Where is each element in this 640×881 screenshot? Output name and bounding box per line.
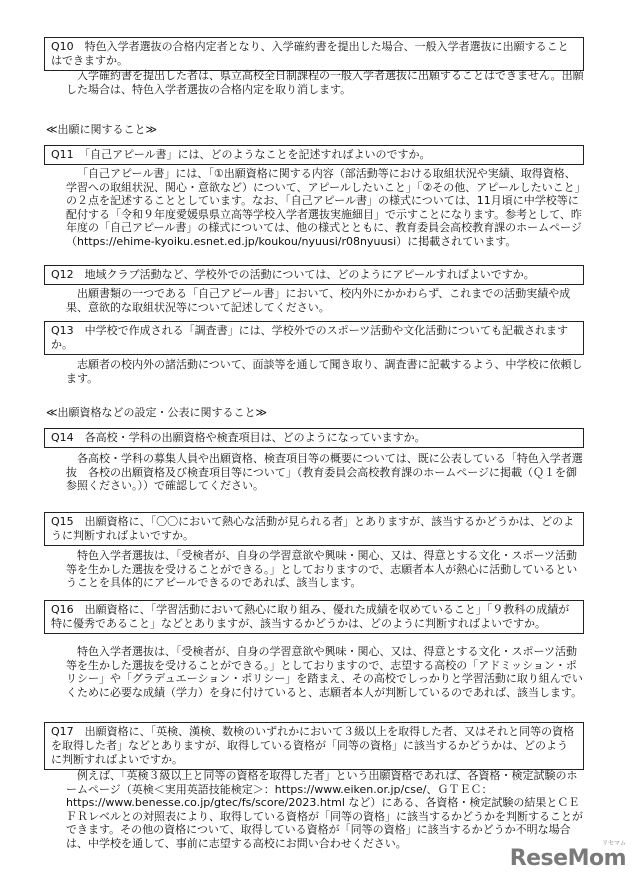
answer-q11: 「自己アピール書」には、「①出願資格に関する内容（部活動等における取組状況や実績、取得資格、学習への取組状況、関心・意欲など）について、アピールしたいこと」「②その他、アピールしたいこと」の２点を記述することとしています。なお、「自己アピール書」の様式については、11月頃に中学校等に配付する「令和９年度愛媛県県立高等学校入学者選抜実施細目」で示すことになります。参考として、昨年度の「自己アピール書」の様式については、他の様式とともに、教育委員会高校教育課のホームページ（https://ehime-kyoiku.esnet.ed.jp/koukou/nyuusi/r08nyuusi）に掲載されています。 xyxy=(66,167,586,248)
answer-q10: 入学確約書を提出した者は、県立高校全日制課程の一般入学者選抜に出願することはできません。出願した場合は、特色入学者選抜の合格内定を取り消します。 xyxy=(66,69,584,96)
question-q13: Q13 中学校で作成される「調査書」には、学校外でのスポーツ活動や文化活動についても記載されますか。 xyxy=(44,321,584,355)
answer-q12: 出願書類の一つである「自己アピール書」において、校内外にかかわらず、これまでの活動実績や成果、意欲的な取組状況等について記述してください。 xyxy=(66,287,571,314)
answer-q17: 例えば、「英検３級以上と同等の資格を取得した者」という出願資格であれば、各資格・検定試験のホームページ（英検＜実用英語技能検定＞：https://www.eiken.or.jp/cse/、ＧＴＥＣ：https://www.benesse.co.jp/gtec/fs/score/2023.html など）にある、各資格・検定試験の結果とＣＥＦＲレベルとの対照表により、取得している資格が「同等の資格」に該当するかどうかを判断することができます。その他の資格について、取得している資格が「同等の資格」に該当するかどうか不明な場合は、中学校を通して、事前に志望する高校にお問い合わせください。 xyxy=(66,769,583,850)
logo-text: ReseMom xyxy=(509,846,626,871)
question-q11: Q11 「自己アピール書」には、どのようなことを記述すればよいのですか。 xyxy=(44,145,584,165)
answer-q15: 特色入学者選抜は、「受検者が、自身の学習意欲や興味・関心、又は、得意とする文化・スポーツ活動等を生かした選抜を受けることができる。」としておりますので、志願者本人が熱心に活動しているということを具体的にアピールできるのであれば、該当します。 xyxy=(66,549,578,589)
answer-q16: 特色入学者選抜は、「受検者が、自身の学習意欲や興味・関心、又は、得意とする文化・スポーツ活動等を生かした選抜を受けることができる。」としておりますので、志望する高校の「アドミッション・ポリシー」や「グラデュエーション・ポリシー」を踏まえ、その高校でしっかりと学習活動に取り組んでいくために必要な成績（学力）を身に付けていると、志願者本人が判断しているのであれば、該当します。 xyxy=(66,645,583,699)
question-q10: Q10 特色入学者選抜の合格内定者となり、入学確約書を提出した場合、一般入学者選抜に出願することはできますか。 xyxy=(44,37,584,71)
answer-q14: 各高校・学科の募集人員や出願資格、検査項目等の概要については、既に公表している「特色入学者選抜 各校の出願資格及び検査項目等について」（教育委員会高校教育課のホームページに掲載（Ｑ１を御参照ください。））で確認してください。 xyxy=(66,452,583,492)
question-q17: Q17 出願資格に、「英検、漢検、数検のいずれかにおいて３級以上を取得した者、又はそれと同等の資格を取得した者」などとありますが、取得している資格が「同等の資格」に該当するかどうかは、どのように判断すればよいですか。 xyxy=(44,722,584,770)
section-heading-qualification: ≪出願資格などの設定・公表に関すること≫ xyxy=(46,406,268,419)
question-q12: Q12 地域クラブ活動など、学校外での活動については、どのようにアピールすればよいですか。 xyxy=(44,265,584,285)
logo-subtitle: リセマム xyxy=(602,840,626,847)
section-heading-application: ≪出願に関すること≫ xyxy=(46,123,158,136)
question-q16: Q16 出願資格に、「学習活動において熱心に取り組み、優れた成績を収めていること」「９教科の成績が特に優秀であること」などとありますが、該当するかどうかは、どのように判断すればよいですか。 xyxy=(44,600,584,634)
question-q14: Q14 各高校・学科の出願資格や検査項目は、どのようになっていますか。 xyxy=(44,428,584,448)
answer-q13: 志願者の校内外の諸活動について、面談等を通して聞き取り、調査書に記載するよう、中学校に依頼します。 xyxy=(66,358,583,385)
resemom-logo xyxy=(509,840,626,871)
question-q15: Q15 出願資格に、「〇〇において熱心な活動が見られる者」とありますが、該当するかどうかは、どのように判断すればよいですか。 xyxy=(44,512,584,546)
